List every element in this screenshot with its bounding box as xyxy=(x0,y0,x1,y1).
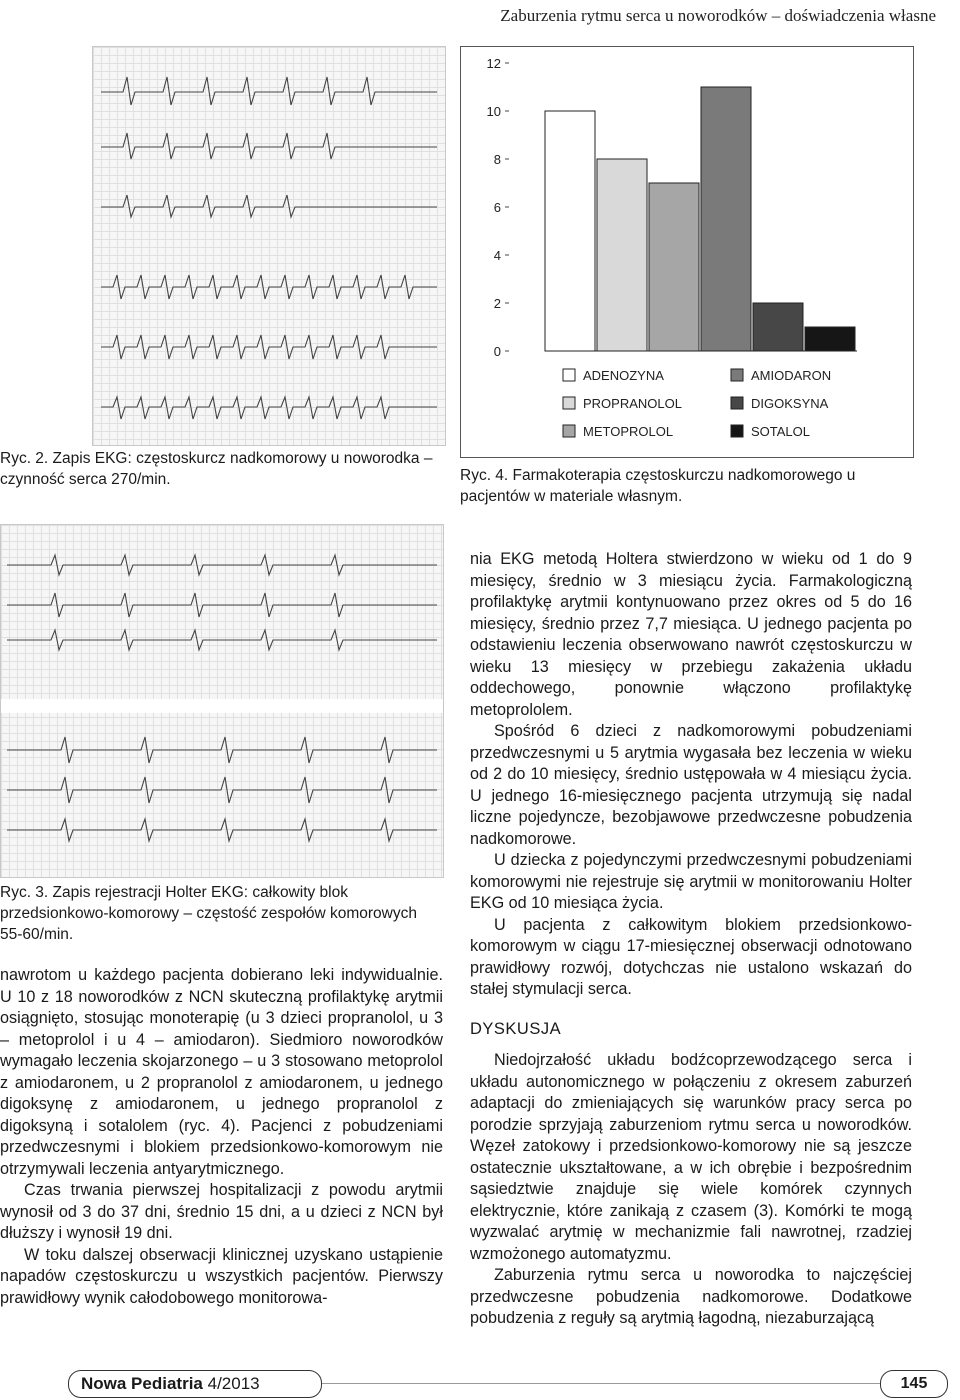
legend-swatch xyxy=(731,397,743,409)
legend-swatch xyxy=(563,397,575,409)
y-tick-label: 8 xyxy=(493,152,501,167)
paragraph: Spośród 6 dzieci z nadkomorowymi pobudzeniami przedwczesnymi u 5 arytmia wygasała bez leczenia w wieku od 2 do 10 miesięcy, średnio ustępowała w 4 miesiącu życia. U jednego 16-miesięcznego pacjenta utrzymują się nadal liczne pojedyncze, bezobjawowe przedwczesne pobudzenia nadkomorowe. xyxy=(470,722,912,848)
paragraph: nia EKG metodą Holtera stwierdzono w wieku od 1 do 9 miesięcy, średnio w 3 miesiącu życia. Farmakologiczną profilaktykę arytmii kontynuowano przez okres od 5 do 16 miesięcy, średnio przez 7,7 miesiąca. U jednego pacjenta po odstawieniu leczenia obserwowano nawrót częstoskurczu w wieku 13 miesięcy w przebiegu zakażenia układu oddechowego, ponownie włączono profilaktykę metoprololem. xyxy=(470,550,912,719)
legend-swatch xyxy=(563,425,575,437)
bar-sotalol xyxy=(805,327,855,351)
legend-label: AMIODARON xyxy=(751,368,832,383)
legend-swatch xyxy=(563,369,575,381)
page-number: 145 xyxy=(880,1370,948,1398)
paragraph: Niedojrzałość układu bodźcoprzewodzącego serca i układu autonomicznego w połączeniu z okresem zaburzeń adaptacji do zmieniających się warunków pracy serca po porodzie sprzyjają zaburzeniom rytmu serca u noworodków. Węzeł zatokowy i przedsionkowo-komorowy nie są jeszcze ostatecznie ukształtowane, a w ich obrębie i bezpośrednim sąsiedztwie znajduje się wiele komórek czynnych elektrycznie, które zanikają z czasem (3). Komórki te mogą wyzwalać arytmię w mechanizmie fali nawrotnej, rzadziej wzmożonego automatyzmu. xyxy=(470,1051,912,1263)
figure-4-chart xyxy=(460,46,914,458)
y-tick-label: 2 xyxy=(493,296,501,311)
legend-label: SOTALOL xyxy=(751,424,811,439)
left-column xyxy=(0,965,443,1309)
paragraph: U dziecka z pojedynczymi przedwczesnymi pobudzeniami komorowymi nie rejestruje się arytmii w monitorowaniu Holter EKG od 10 miesiąca życia. xyxy=(470,851,912,912)
bar-adenozyna xyxy=(545,111,595,351)
figure-4-caption: Ryc. 4. Farmakoterapia częstoskurczu nadkomorowego u pacjentów w materiale własnym. xyxy=(460,467,856,505)
paragraph: nawrotom u każdego pacjenta dobierano leki indywidualnie. U 10 z 18 noworodków z NCN skuteczną profilaktykę arytmii osiągnięto, stosując monoterapię (u 3 dzieci propranolol, u 3 – metoprolol i u 4 – amiodaron). Siedmioro noworodków wymagało leczenia skojarzonego – u 3 stosowano metoprolol z amiodaronem, u 2 propranolol z amiodaronem, u jednego digoksynę z amiodaronem, u jednego propranolol z digoksyną i sotalolem (ryc. 4). Pacjenci z pobudzeniami przedwczesnymi i blokiem przedsionkowo-komorowym nie otrzymywali leczenia antyarytmicznego. xyxy=(0,966,443,1178)
figure-2-caption: Ryc. 2. Zapis EKG: częstoskurcz nadkomorowy u noworodka – czynność serca 270/min. xyxy=(0,450,433,488)
bar-chart-svg xyxy=(461,47,913,457)
figure-3-caption: Ryc. 3. Zapis rejestracji Holter EKG: całkowity blok przedsionkowo-komorowy – częstość zespołów komorowych 55-60/min. xyxy=(0,884,417,943)
running-title: Zaburzenia rytmu serca u noworodków – doświadczenia własne xyxy=(500,6,936,25)
legend-swatch xyxy=(731,369,743,381)
legend-label: ADENOZYNA xyxy=(583,368,664,383)
bar-digoksyna xyxy=(753,303,803,351)
journal-badge xyxy=(68,1370,322,1398)
ecg-image-fig2 xyxy=(92,46,446,446)
journal-name: Nowa Pediatria xyxy=(81,1374,203,1393)
ecg-traces-fig2 xyxy=(93,47,445,445)
y-tick-label: 6 xyxy=(493,200,501,215)
y-tick-label: 0 xyxy=(493,344,501,359)
bar-metoprolol xyxy=(649,183,699,351)
y-tick-label: 10 xyxy=(486,104,501,119)
section-title: DYSKUSJA xyxy=(470,1019,562,1038)
paragraph: Czas trwania pierwszej hospitalizacji z powodu arytmii wynosił od 3 do 37 dni, średnio 15 dni, a u dzieci z NCN był dłuższy i wynosił 19 dni. xyxy=(0,1181,443,1242)
right-column xyxy=(470,549,912,1330)
y-tick-label: 12 xyxy=(486,56,501,71)
holter-traces-fig3 xyxy=(1,525,443,877)
legend-label: PROPRANOLOL xyxy=(583,396,682,411)
holter-ecg-image-fig3 xyxy=(0,524,444,878)
journal-issue: 4/2013 xyxy=(207,1374,260,1393)
legend-label: METOPROLOL xyxy=(583,424,674,439)
bar-amiodaron xyxy=(701,87,751,351)
bar-propranolol xyxy=(597,159,647,351)
paragraph: W toku dalszej obserwacji klinicznej uzyskano ustąpienie napadów częstoskurczu u wszystkich pacjentów. Pierwszy prawidłowy wynik całodobowego monitorowa- xyxy=(0,1245,443,1307)
y-tick-label: 4 xyxy=(493,248,501,263)
legend-label: DIGOKSYNA xyxy=(751,396,829,411)
paragraph: U pacjenta z całkowitym blokiem przedsionkowo-komorowym w ciągu 17-miesięcznej obserwacji odnotowano prawidłowy rozwój, dotychczas nie ustalono wskazań do stałej stymulacji serca. xyxy=(470,915,912,998)
paragraph: Zaburzenia rytmu serca u noworodka to najczęściej przedwczesne pobudzenia nadkomorowe. Dodatkowe pobudzenia z reguły są arytmią łagodną, niezaburzającą xyxy=(470,1266,912,1327)
page-footer xyxy=(0,1366,960,1400)
legend-swatch xyxy=(731,425,743,437)
